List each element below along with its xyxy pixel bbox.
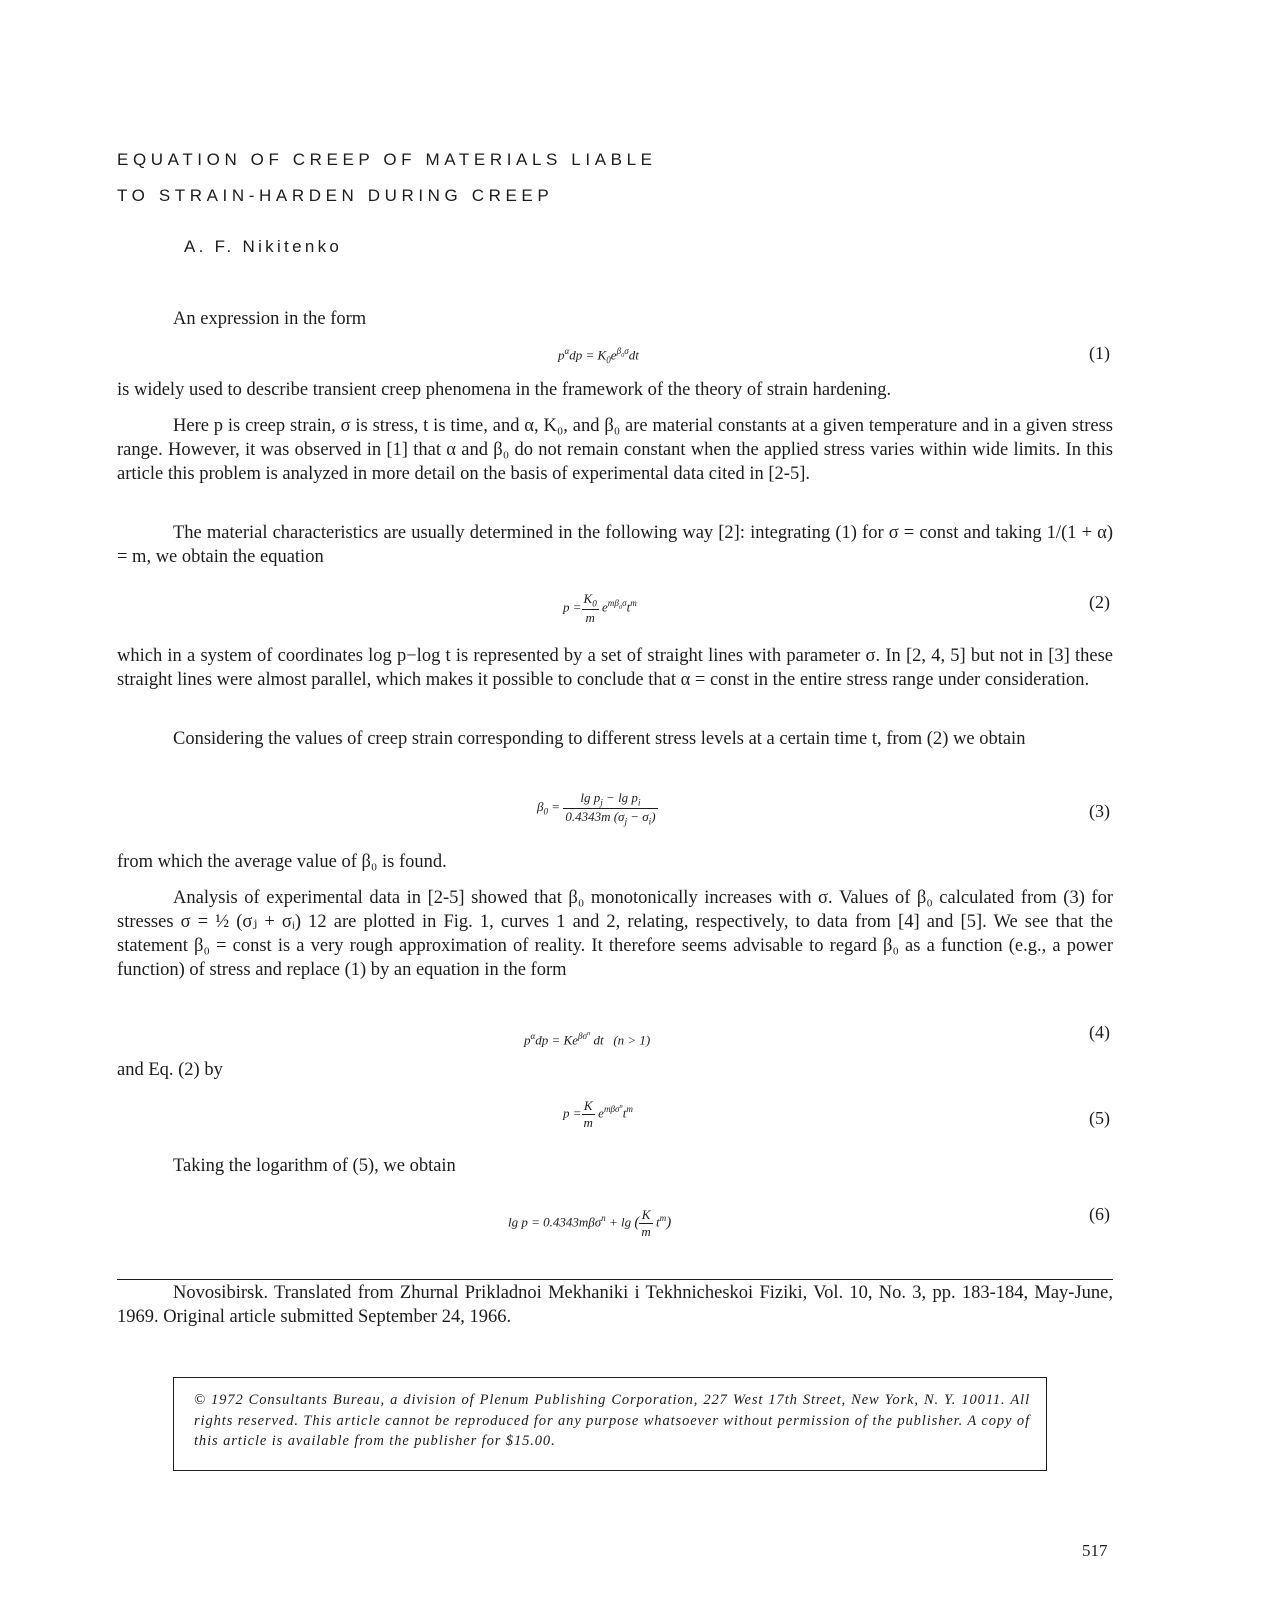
footnote: Novosibirsk. Translated from Zhurnal Prikladnoi Mekhaniki i Tekhnicheskoi Fiziki, Vol. 10, No. 3, pp. 183-184, May-June, 1969. Original article submitted September 24, 1966. <box>117 1283 1113 1327</box>
equation-6: lg p = 0.4343mβσ$^n$ + lg ( $\frac{K}{m}$ $t^m$) <box>508 1207 672 1239</box>
equation-3-number: (3) <box>1089 801 1110 821</box>
paragraph-3: Here p is creep strain, σ is stress, t is time, and α, K₀, and β₀ are material constants at a given temperature and in a given stress range. However, it was observed in [1] that α and β₀ do not remain constant when the applied stress varies within wide limits. In this article this problem is analyzed in more detail on the basis of experimental data cited in [2-5]. <box>117 416 1113 484</box>
equation-5-number: (5) <box>1089 1108 1110 1128</box>
paragraph-10: Taking the logarithm of (5), we obtain <box>173 1156 456 1176</box>
equation-4: $p^\alpha dp = Ke^{\beta\sigma^n}$ dt (n > 1) <box>524 1030 651 1048</box>
copyright-box <box>173 1377 1047 1471</box>
page-number: 517 <box>1082 1541 1108 1560</box>
footnote-divider <box>117 1279 1113 1280</box>
article-author: A. F. Nikitenko <box>184 237 343 256</box>
article-title-line-2: TO STRAIN-HARDEN DURING CREEP <box>117 186 554 205</box>
equation-5: p = $\frac{K}{m}$ $e^{m\beta\sigma^n}t^m$ <box>563 1098 633 1130</box>
paragraph-6: Considering the values of creep strain corresponding to different stress levels at a certain time t, from (2) we obtain <box>173 729 1026 749</box>
equation-1: $p^\alpha dp = K_0e^{\beta_0\sigma}dt$ <box>558 346 639 365</box>
paragraph-5: which in a system of coordinates log p−log t is represented by a set of straight lines with parameter σ. In [2, 4, 5] but not in [3] these straight lines were almost parallel, which makes it possible to conclude that α = const in the entire stress range under consideration. <box>117 646 1113 690</box>
paragraph-2: is widely used to describe transient creep phenomena in the framework of the theory of strain hardening. <box>117 380 892 400</box>
paragraph-7: from which the average value of β₀ is found. <box>117 852 447 872</box>
equation-4-number: (4) <box>1089 1022 1110 1042</box>
paragraph-4: The material characteristics are usually determined in the following way [2]: integrating (1) for σ = const and taking 1/(1 + α) = m, we obtain the equation <box>117 523 1113 567</box>
equation-6-number: (6) <box>1089 1204 1110 1224</box>
equation-3: $\beta_0$ = $\frac{\lg p_j - \lg p_i}{0.4343m (\sigma_j - \sigma_i)}$ <box>537 790 656 827</box>
paragraph-8: Analysis of experimental data in [2-5] showed that β₀ monotonically increases with σ. Values of β₀ calculated from (3) for stresses σ = ½ (σⱼ + σᵢ) 12 are plotted in Fig. 1, curves 1 and 2, relating, respectively, to data from [4] and [5]. We see that the statement β₀ = const is a very rough approximation of reality. It therefore seems advisable to regard β₀ as a function (e.g., a power function) of stress and replace (1) by an equation in the form <box>117 888 1113 980</box>
paragraph-9: and Eq. (2) by <box>117 1060 223 1080</box>
equation-2-number: (2) <box>1089 592 1110 612</box>
article-title-line-1: EQUATION OF CREEP OF MATERIALS LIABLE <box>117 150 657 169</box>
paragraph-1: An expression in the form <box>173 309 367 329</box>
equation-1-number: (1) <box>1089 343 1110 363</box>
copyright-notice: © 1972 Consultants Bureau, a division of Plenum Publishing Corporation, 227 West 17th Street, New York, N. Y. 10011. All rights reserved. This article cannot be reproduced for any purpose whatsoever without permission of the publisher. A copy of this article is available from the publisher for $15.00. <box>194 1392 1030 1449</box>
equation-2: p = $\frac{K_0}{m}$ $e^{m\beta_0\sigma}t^m$ <box>563 591 637 625</box>
